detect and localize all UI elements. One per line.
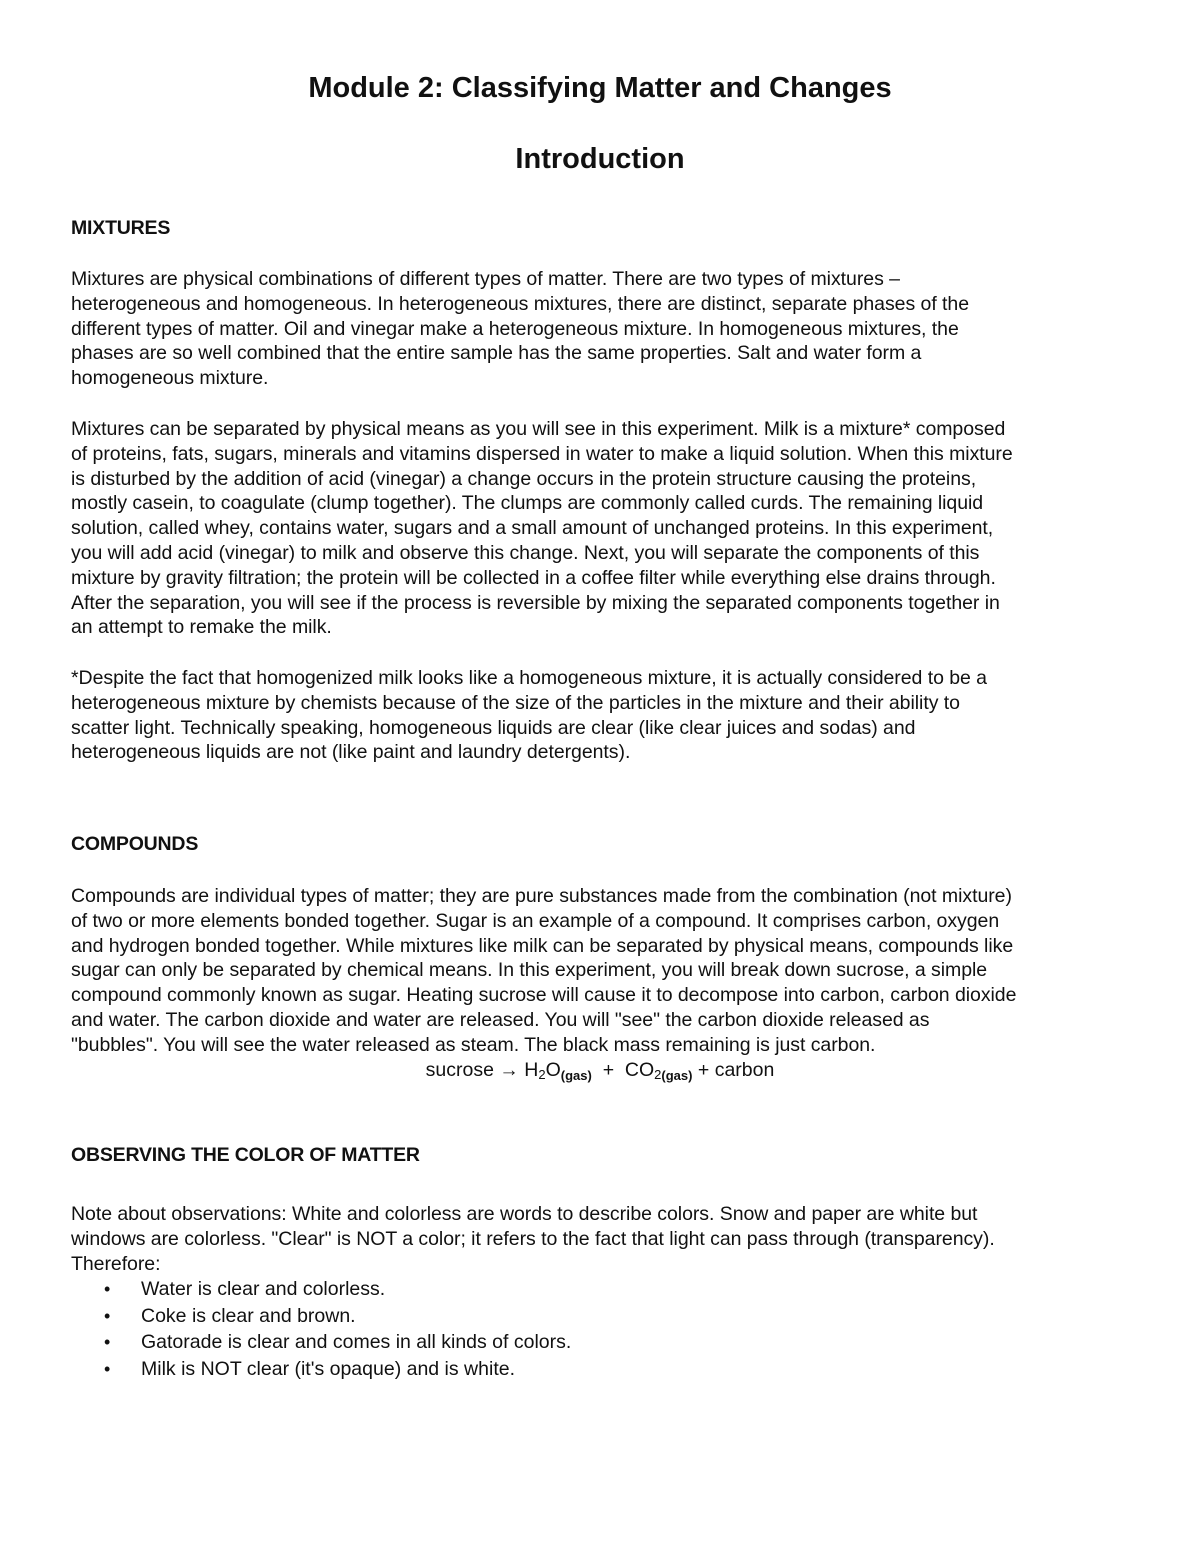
text-line: windows are colorless. "Clear" is NOT a color; it refers to the fact that light can pass through (transparency).	[71, 1227, 995, 1250]
equation-water: $H_2O_{(gas)}$	[524, 1059, 592, 1083]
section-heading-observing-color: OBSERVING THE COLOR OF MATTER	[71, 1144, 420, 1166]
text-line: Note about observations: White and colorless are words to describe colors. Snow and paper are white but	[71, 1203, 978, 1225]
text-line: heterogeneous mixture by chemists because of the size of the particles in the mixture and their ability to	[71, 691, 960, 714]
text-line: different types of matter. Oil and vinegar make a heterogeneous mixture. In homogeneous mixtures, the	[71, 317, 959, 340]
list-item: • Gatorade is clear and comes in all kinds of colors.	[104, 1331, 572, 1353]
bullet-icon: •	[104, 1279, 111, 1299]
bullet-icon: •	[104, 1358, 111, 1379]
list-item: • Milk is NOT clear (it's opaque) and is white.	[104, 1357, 515, 1380]
mixtures-paragraph-2	[71, 417, 1141, 640]
bullet-icon: •	[104, 1305, 111, 1326]
text-line: *Despite the fact that homogenized milk looks like a homogeneous mixture, it is actually considered to be a	[71, 667, 987, 689]
list-item: • Coke is clear and brown.	[104, 1304, 356, 1327]
equation-carbon: carbon	[714, 1059, 775, 1081]
text-line: scatter light. Technically speaking, homogeneous liquids are clear (like clear juices and sodas) and	[71, 716, 916, 739]
mixtures-paragraph-1	[71, 267, 1141, 391]
text-line: mixture by gravity filtration; the protein will be collected in a coffee filter while everything else drains through.	[71, 566, 996, 589]
text-line: Mixtures can be separated by physical means as you will see in this experiment. Milk is a mixture* composed	[71, 418, 1006, 440]
text-line: of proteins, fats, sugars, minerals and vitamins dispersed in water to make a liquid solution. When this mixture	[71, 442, 1013, 465]
observing-paragraph	[71, 1202, 1141, 1276]
text-line: Therefore:	[71, 1252, 161, 1275]
document-title: Module 2: Classifying Matter and Changes	[308, 72, 892, 104]
text-line: After the separation, you will see if the process is reversible by mixing the separated components together in	[71, 591, 1000, 614]
text-line: you will add acid (vinegar) to milk and observe this change. Next, you will separate the components of this	[71, 541, 980, 564]
text-line: and water. The carbon dioxide and water are released. You will "see" the carbon dioxide released as	[71, 1008, 930, 1031]
text-line: Compounds are individual types of matter; they are pure substances made from the combination (not mixture)	[71, 885, 1012, 907]
equation-plus: +	[602, 1059, 615, 1081]
text-line: compound commonly known as sugar. Heating sucrose will cause it to decompose into carbon, carbon dioxide	[71, 984, 1017, 1007]
text-line: is disturbed by the addition of acid (vinegar) a change occurs in the protein structure causing the proteins,	[71, 467, 977, 490]
text-line: heterogeneous and homogeneous. In heterogeneous mixtures, there are distinct, separate phases of the	[71, 292, 970, 315]
list-item: • Water is clear and colorless.	[104, 1278, 386, 1300]
text-line: heterogeneous liquids are not (like paint and laundry detergents).	[71, 741, 631, 764]
text-line: sugar can only be separated by chemical means. In this experiment, you will break down sucrose, a simple	[71, 959, 988, 982]
observation-list	[71, 1277, 1131, 1383]
sucrose-decomposition-equation	[0, 1058, 1200, 1088]
text-line: solution, called whey, contains water, sugars and a small amount of unchanged proteins. In this experiment,	[71, 517, 994, 540]
reaction-arrow: →	[499, 1059, 519, 1081]
section-heading-compounds: COMPOUNDS	[71, 833, 199, 855]
section-heading-mixtures: MIXTURES	[71, 217, 171, 239]
text-line: homogeneous mixture.	[71, 367, 269, 390]
equation-plus: +	[697, 1059, 710, 1081]
text-line: and hydrogen bonded together. While mixtures like milk can be separated by physical means, compounds like	[71, 934, 1014, 957]
text-line: Mixtures are physical combinations of different types of matter. There are two types of mixtures –	[71, 268, 900, 290]
document-subtitle: Introduction	[515, 143, 685, 175]
bullet-icon: •	[104, 1332, 111, 1352]
equation-carbon-dioxide: $CO_{2(gas)}$	[624, 1059, 693, 1083]
text-line: of two or more elements bonded together. Sugar is an example of a compound. It comprises carbon, oxygen	[71, 909, 1000, 932]
equation-reactant: sucrose	[425, 1059, 494, 1081]
text-line: mostly casein, to coagulate (clump together). The clumps are commonly called curds. The remaining liquid	[71, 492, 984, 515]
mixtures-footnote-paragraph	[71, 666, 1141, 765]
text-line: phases are so well combined that the entire sample has the same properties. Salt and water form a	[71, 342, 922, 365]
compounds-paragraph	[71, 884, 1141, 1058]
text-line: "bubbles". You will see the water released as steam. The black mass remaining is just carbon.	[71, 1033, 876, 1056]
text-line: an attempt to remake the milk.	[71, 616, 332, 639]
